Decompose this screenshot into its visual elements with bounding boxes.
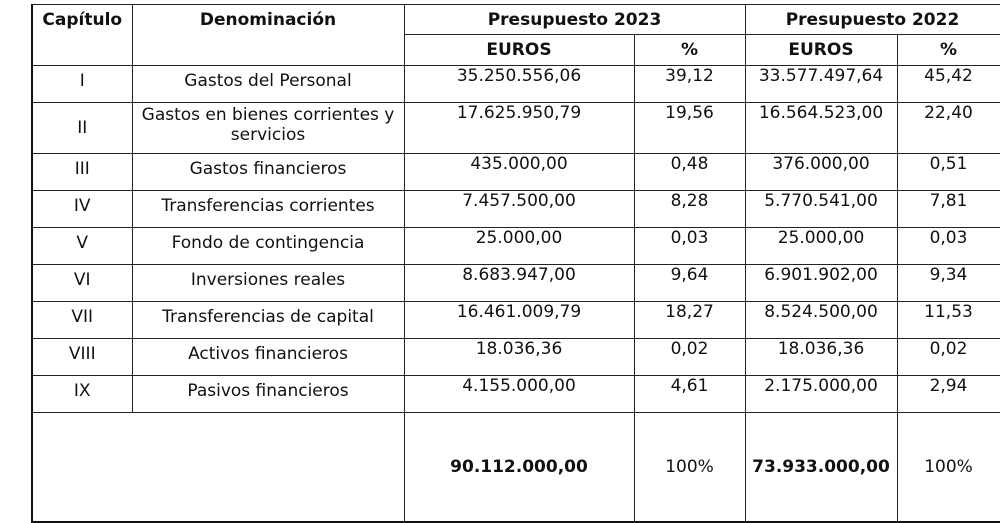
percent-2023-cell: 0,03: [634, 228, 745, 265]
percent-2023-cell: 0,02: [634, 339, 745, 376]
euros-2023-cell: 17.625.950,79: [404, 103, 634, 154]
table-row: [32, 376, 1000, 413]
header-denominacion: Denominación: [132, 5, 404, 66]
euros-2022-cell: 2.175.000,00: [745, 376, 897, 413]
table-row: [32, 228, 1000, 265]
denominacion-cell: Gastos del Personal: [132, 66, 404, 103]
total-euros-2022: 73.933.000,00: [745, 413, 897, 523]
capitulo-cell: IX: [32, 376, 132, 413]
denominacion-cell: Fondo de contingencia: [132, 228, 404, 265]
euros-2023-cell: 4.155.000,00: [404, 376, 634, 413]
euros-2022-cell: 18.036,36: [745, 339, 897, 376]
euros-2023-cell: 8.683.947,00: [404, 265, 634, 302]
euros-2023-cell: 16.461.009,79: [404, 302, 634, 339]
capitulo-cell: VIII: [32, 339, 132, 376]
percent-2022-cell: 22,40: [897, 103, 1000, 154]
euros-2023-cell: 18.036,36: [404, 339, 634, 376]
total-percent-2023: 100%: [634, 413, 745, 523]
table-row: [32, 154, 1000, 191]
percent-2023-cell: 19,56: [634, 103, 745, 154]
capitulo-cell: II: [32, 103, 132, 154]
percent-2023-cell: 0,48: [634, 154, 745, 191]
percent-2022-cell: 0,02: [897, 339, 1000, 376]
euros-2023-cell: 35.250.556,06: [404, 66, 634, 103]
euros-2022-cell: 5.770.541,00: [745, 191, 897, 228]
percent-2022-cell: 11,53: [897, 302, 1000, 339]
capitulo-cell: III: [32, 154, 132, 191]
percent-2022-cell: 7,81: [897, 191, 1000, 228]
header-presupuesto-2022: Presupuesto 2022: [745, 5, 1000, 35]
header-row-top: [32, 5, 1000, 35]
header-euros-2022: EUROS: [745, 35, 897, 66]
percent-2022-cell: 9,34: [897, 265, 1000, 302]
euros-2022-cell: 33.577.497,64: [745, 66, 897, 103]
denominacion-cell: Transferencias de capital: [132, 302, 404, 339]
percent-2023-cell: 8,28: [634, 191, 745, 228]
percent-2022-cell: 45,42: [897, 66, 1000, 103]
percent-2023-cell: 4,61: [634, 376, 745, 413]
total-euros-2023: 90.112.000,00: [404, 413, 634, 523]
euros-2023-cell: 435.000,00: [404, 154, 634, 191]
percent-2022-cell: 0,51: [897, 154, 1000, 191]
percent-2023-cell: 9,64: [634, 265, 745, 302]
table-row: [32, 191, 1000, 228]
capitulo-cell: VII: [32, 302, 132, 339]
capitulo-cell: IV: [32, 191, 132, 228]
percent-2023-cell: 39,12: [634, 66, 745, 103]
euros-2023-cell: 7.457.500,00: [404, 191, 634, 228]
euros-2022-cell: 8.524.500,00: [745, 302, 897, 339]
euros-2022-cell: 25.000,00: [745, 228, 897, 265]
capitulo-cell: I: [32, 66, 132, 103]
euros-2022-cell: 6.901.902,00: [745, 265, 897, 302]
percent-2022-cell: 0,03: [897, 228, 1000, 265]
header-capitulo: Capítulo: [32, 5, 132, 66]
denominacion-cell: Pasivos financieros: [132, 376, 404, 413]
euros-2022-cell: 16.564.523,00: [745, 103, 897, 154]
euros-2022-cell: 376.000,00: [745, 154, 897, 191]
table-row: [32, 103, 1000, 154]
header-percent-2023: %: [634, 35, 745, 66]
denominacion-cell: Transferencias corrientes: [132, 191, 404, 228]
budget-table: [31, 4, 1000, 523]
percent-2023-cell: 18,27: [634, 302, 745, 339]
table-row: [32, 302, 1000, 339]
table-row: [32, 66, 1000, 103]
denominacion-cell: Gastos financieros: [132, 154, 404, 191]
header-percent-2022: %: [897, 35, 1000, 66]
denominacion-cell: Gastos en bienes corrientes y servicios: [132, 103, 404, 154]
percent-2022-cell: 2,94: [897, 376, 1000, 413]
capitulo-cell: VI: [32, 265, 132, 302]
total-percent-2022: 100%: [897, 413, 1000, 523]
table-row: [32, 265, 1000, 302]
euros-2023-cell: 25.000,00: [404, 228, 634, 265]
denominacion-cell: Inversiones reales: [132, 265, 404, 302]
denominacion-cell: Activos financieros: [132, 339, 404, 376]
header-presupuesto-2023: Presupuesto 2023: [404, 5, 745, 35]
capitulo-cell: V: [32, 228, 132, 265]
total-label-cell: [32, 413, 404, 523]
total-row: [32, 413, 1000, 523]
table-row: [32, 339, 1000, 376]
header-euros-2023: EUROS: [404, 35, 634, 66]
